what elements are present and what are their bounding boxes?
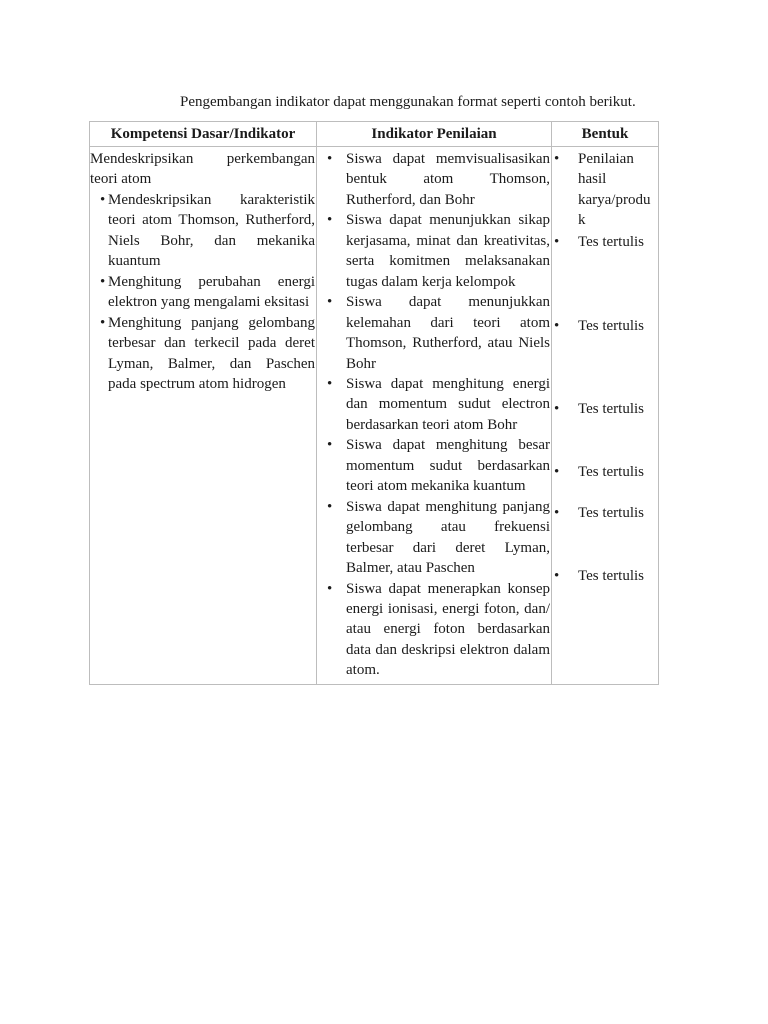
kompetensi-line: pada spectrum atom hidrogen bbox=[108, 375, 286, 392]
kompetensi-line: teori atom Thomson, Rutherford, bbox=[108, 212, 315, 229]
bullet-icon bbox=[554, 462, 559, 482]
indikator-item bbox=[346, 497, 550, 579]
bullet-icon bbox=[554, 399, 559, 419]
bullet-icon bbox=[554, 503, 559, 523]
bullet-icon bbox=[100, 313, 105, 333]
indikator-line: terbesar dari deret Lyman, bbox=[346, 539, 550, 556]
indikator-item bbox=[346, 579, 550, 681]
indikator-line: Siswa dapat menghitung besar bbox=[346, 437, 550, 454]
indikator-line: tugas dalam kerja kelompok bbox=[346, 273, 516, 290]
indikator-line: teori atom mekanika kuantum bbox=[346, 478, 526, 495]
indikator-item bbox=[346, 149, 550, 210]
indikator-line: serta komitmen melaksanakan bbox=[346, 253, 550, 270]
bentuk-line: Tes tertulis bbox=[578, 464, 645, 480]
indikator-line: data dan deskripsi elektron dalam bbox=[346, 641, 550, 658]
kompetensi-line: kuantum bbox=[108, 253, 161, 270]
bullet-icon bbox=[554, 232, 559, 252]
bullet-icon bbox=[327, 149, 332, 169]
indikator-line: energi ionisasi, energi foton, dan/ bbox=[346, 600, 550, 617]
indikator-line: berdasarkan teori atom Bohr bbox=[346, 416, 518, 433]
bentuk-line: karya/produ bbox=[578, 191, 651, 208]
indikator-line: Rutherford, dan Bohr bbox=[346, 191, 475, 208]
indikator-line: Siswa dapat menunjukkan sikap bbox=[346, 212, 550, 229]
indikator-line: Bohr bbox=[346, 355, 376, 372]
indikator-line: Thomson, Rutherford, atau Niels bbox=[346, 335, 550, 352]
bullet-icon bbox=[327, 292, 332, 312]
bentuk-line: hasil bbox=[578, 171, 607, 188]
indikator-line: Siswa dapat menunjukkan bbox=[346, 294, 550, 311]
kompetensi-item bbox=[90, 272, 315, 313]
indikator-line: Balmer, atau Paschen bbox=[346, 560, 475, 577]
kompetensi-item bbox=[90, 313, 315, 395]
header-bentuk: Bentuk bbox=[581, 126, 629, 142]
bentuk-line: Tes tertulis bbox=[578, 568, 645, 584]
bentuk-item bbox=[578, 399, 655, 419]
bullet-icon bbox=[327, 497, 332, 517]
indikator-line: Siswa dapat menghitung energi bbox=[346, 375, 550, 392]
indicator-table bbox=[89, 121, 659, 685]
kompetensi-line: Menghitung perubahan energi bbox=[108, 273, 315, 290]
bentuk-line: k bbox=[578, 212, 586, 229]
kompetensi-line: elektron yang mengalami eksitasi bbox=[108, 294, 310, 311]
indikator-line: gelombang atau frekuensi bbox=[346, 519, 550, 536]
bentuk-item bbox=[578, 149, 655, 231]
column-divider bbox=[551, 122, 552, 684]
kompetensi-lead bbox=[90, 149, 315, 190]
header-indikator: Indikator Penilaian bbox=[371, 126, 497, 142]
bullet-icon bbox=[327, 210, 332, 230]
kompetensi-list bbox=[90, 190, 315, 395]
intro-paragraph: Pengembangan indikator dapat menggunakan format seperti contoh berikut. bbox=[180, 94, 636, 110]
kompetensi-lead-line: Mendeskripsikan perkembangan bbox=[90, 151, 315, 167]
bentuk-item bbox=[578, 462, 655, 482]
indikator-line: dan momentum sudut electron bbox=[346, 396, 550, 413]
bentuk-item bbox=[578, 503, 655, 523]
bentuk-line: Tes tertulis bbox=[578, 505, 645, 521]
indikator-line: atom. bbox=[346, 662, 380, 679]
kompetensi-line: Mendeskripsikan karakteristik bbox=[108, 191, 315, 208]
column-divider bbox=[316, 122, 317, 684]
bullet-icon bbox=[327, 435, 332, 455]
indikator-line: atau energi foton berdasarkan bbox=[346, 621, 550, 638]
bentuk-line: Penilaian bbox=[578, 151, 634, 167]
kompetensi-line: Niels Bohr, dan mekanika bbox=[108, 232, 315, 249]
indikator-line: Siswa dapat menghitung panjang bbox=[346, 498, 550, 515]
indikator-item bbox=[346, 435, 550, 496]
bentuk-line: Tes tertulis bbox=[578, 401, 645, 417]
bullet-icon bbox=[554, 149, 559, 169]
kompetensi-cell bbox=[90, 149, 315, 394]
header-divider bbox=[90, 146, 658, 147]
bullet-icon bbox=[554, 316, 559, 336]
bullet-icon bbox=[327, 579, 332, 599]
indikator-line: Siswa dapat menerapkan konsep bbox=[346, 580, 550, 597]
bentuk-item bbox=[578, 316, 655, 336]
indikator-line: kelemahan dari teori atom bbox=[346, 314, 550, 331]
kompetensi-line: terbesar dan terkecil pada deret bbox=[108, 335, 315, 352]
bentuk-item bbox=[578, 566, 655, 586]
indikator-line: Siswa dapat memvisualisasikan bbox=[346, 151, 550, 167]
bentuk-line: Tes tertulis bbox=[578, 234, 645, 250]
bentuk-item bbox=[578, 232, 655, 252]
header-kompetensi: Kompetensi Dasar/Indikator bbox=[110, 126, 296, 142]
indikator-item bbox=[346, 292, 550, 374]
indikator-item bbox=[346, 374, 550, 435]
indikator-item bbox=[346, 210, 550, 292]
bentuk-line: Tes tertulis bbox=[578, 318, 645, 334]
kompetensi-item bbox=[90, 190, 315, 272]
indikator-line: bentuk atom Thomson, bbox=[346, 171, 550, 188]
indikator-list bbox=[346, 149, 550, 681]
bullet-icon bbox=[100, 190, 105, 210]
bentuk-list bbox=[578, 122, 655, 682]
kompetensi-lead-line: teori atom bbox=[90, 171, 152, 188]
bullet-icon bbox=[327, 374, 332, 394]
bullet-icon bbox=[100, 272, 105, 292]
kompetensi-line: Lyman, Balmer, dan Paschen bbox=[108, 355, 315, 372]
kompetensi-line: Menghitung panjang gelombang bbox=[108, 314, 315, 331]
indikator-line: kerjasama, minat dan kreativitas, bbox=[346, 232, 550, 249]
bullet-icon bbox=[554, 566, 559, 586]
indikator-line: momentum sudut berdasarkan bbox=[346, 457, 550, 474]
